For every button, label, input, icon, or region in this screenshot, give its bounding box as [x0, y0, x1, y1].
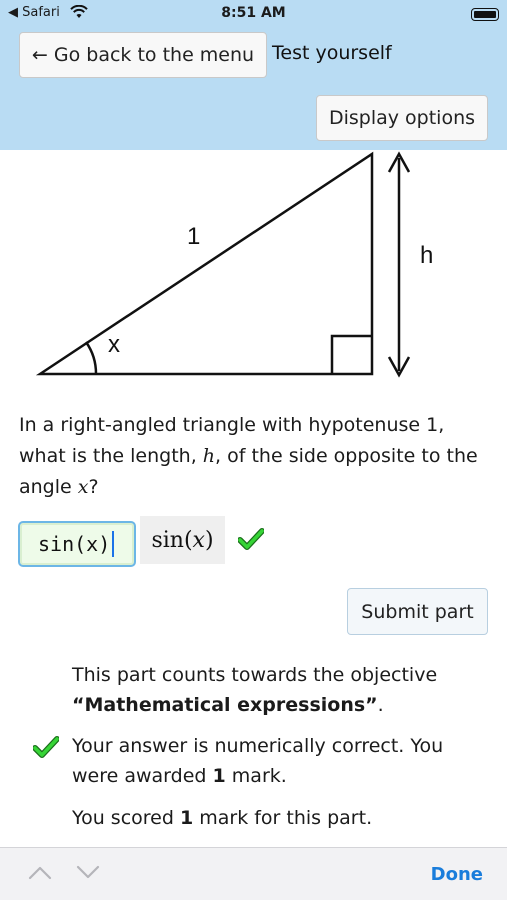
submit-part-button[interactable]: Submit part [347, 588, 488, 635]
preview-var: x [192, 527, 205, 553]
keyboard-toolbar [0, 847, 507, 900]
question-prompt [19, 410, 489, 503]
page-title: Test yourself [272, 42, 392, 64]
answer-input-value: sin(x) [38, 532, 111, 556]
correct-feedback [72, 731, 492, 791]
back-to-safari-link[interactable]: ◀ Safari [8, 5, 60, 20]
answer-input[interactable] [18, 521, 136, 567]
angle-label: x [108, 331, 120, 358]
angle-arc [86, 342, 96, 374]
score-suffix: mark for this part. [193, 807, 373, 829]
var-h: h [202, 445, 216, 467]
var-x: x [77, 476, 89, 498]
text-caret [112, 531, 114, 557]
correct-text: Your answer is numerically correct. You were awarded [72, 735, 444, 787]
question-text-before: In a right-angled triangle with hypotenuse 1, what is the length, [19, 414, 445, 467]
go-back-to-menu-button[interactable]: ← Go back to the menu [19, 32, 267, 78]
preview-close: ) [204, 527, 214, 553]
score-marks: 1 [179, 807, 194, 829]
height-label: h [420, 242, 434, 269]
correct-marks: 1 [212, 765, 226, 787]
triangle-diagram [30, 150, 450, 385]
header-bar [0, 0, 507, 150]
chevron-down-icon[interactable] [76, 864, 100, 880]
answer-preview [140, 516, 225, 564]
right-triangle [40, 154, 372, 374]
hypotenuse-label: 1 [187, 223, 201, 250]
objective-prefix: This part counts towards the objective [72, 664, 438, 686]
question-text-middle: , of the side opposite to the angle [19, 445, 478, 498]
chevron-up-icon[interactable] [28, 864, 52, 880]
status-bar [0, 0, 507, 30]
objective-name: “Mathematical expressions” [72, 694, 378, 716]
status-time: 8:51 AM [221, 5, 286, 21]
objective-suffix: . [377, 694, 384, 716]
done-button[interactable]: Done [430, 864, 483, 885]
battery-icon [471, 8, 499, 21]
correct-suffix: mark. [225, 765, 287, 787]
feedback-check-icon [33, 736, 59, 758]
score-summary [72, 803, 492, 833]
objective-note [72, 660, 492, 720]
display-options-button[interactable]: Display options [316, 95, 488, 141]
preview-func: sin( [151, 527, 193, 553]
score-prefix: You scored [72, 807, 180, 829]
right-angle-marker [332, 336, 372, 374]
question-text-after: ? [88, 476, 99, 498]
correct-check-icon [238, 528, 264, 550]
